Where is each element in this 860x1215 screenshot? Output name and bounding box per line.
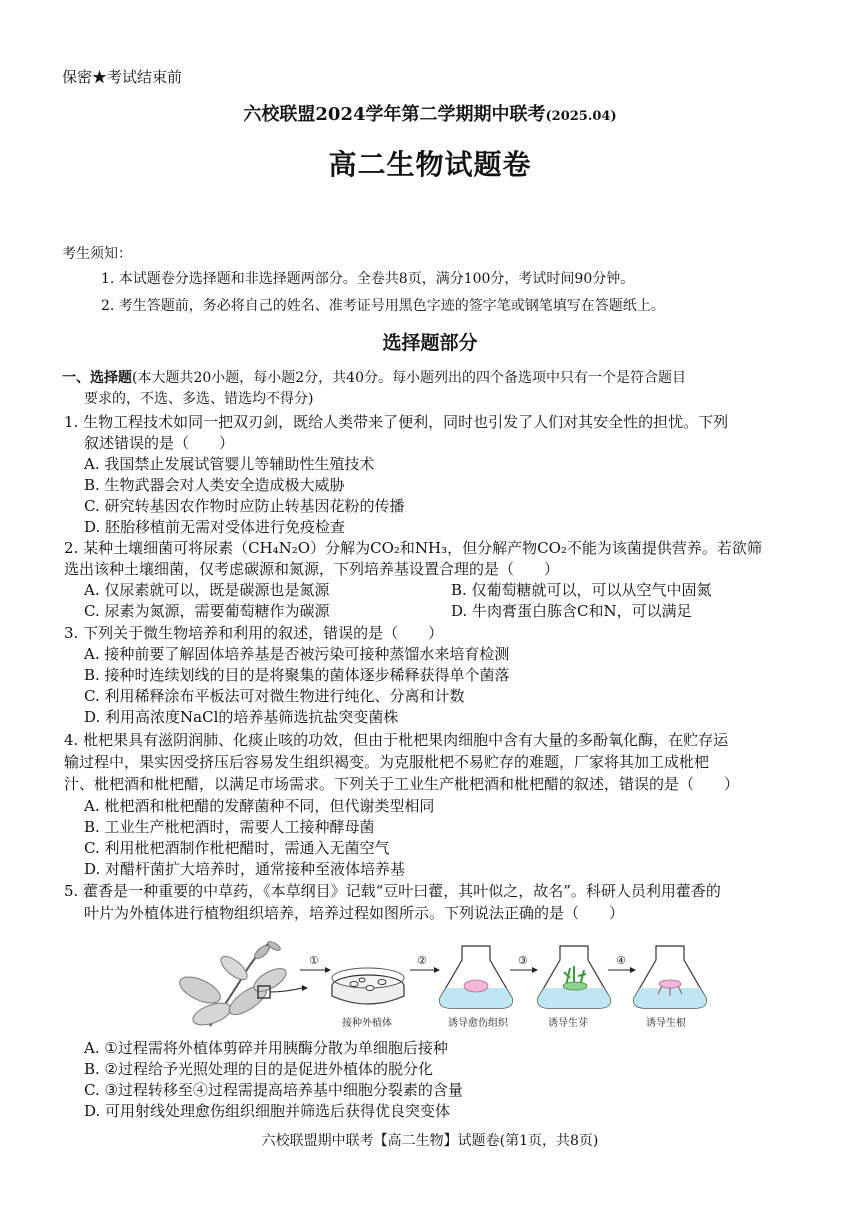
question-2-option-b: B. 仅葡萄糖就可以，可以从空气中固氮 — [451, 581, 712, 599]
figure-label-root: 诱导生根 — [646, 1018, 686, 1029]
confidential-mark: 保密★考试结束前 — [62, 68, 183, 86]
step-label-4: ④ — [616, 954, 626, 967]
exam-title-text: 六校联盟2024学年第二学期期中联考 — [243, 104, 546, 125]
subject-title: 高二生物试题卷 — [328, 148, 532, 181]
step-label-1: ① — [309, 954, 319, 967]
figure-label-shoot: 诱导生芽 — [548, 1018, 588, 1029]
exam-title — [0, 100, 860, 126]
question-1-stem-cont: 叙述错误的是（ ） — [84, 434, 235, 452]
question-5-stem: 5. 藿香是一种重要的中草药，《本草纲目》记载“豆叶曰藿，其叶似之，故名”。科研人员利用藿香的 — [64, 882, 721, 900]
question-2-option-c: C. 尿素为氮源，需要葡萄糖作为碳源 — [84, 602, 330, 620]
question-3-stem: 3. 下列关于微生物培养和利用的叙述，错误的是（ ） — [64, 624, 444, 642]
question-3-option-a: A. 接种前要了解固体培养基是否被污染可接种蒸馏水来培育检测 — [84, 645, 510, 663]
question-4-stem-cont: 汁、枇杷酒和枇杷醋，以满足市场需求。下列关于工业生产枇杷酒和枇杷醋的叙述，错误的是（ ） — [64, 775, 740, 793]
flask-root — [634, 946, 707, 1008]
flask-shoot — [538, 946, 611, 1008]
question-1-option-c: C. 研究转基因农作物时应防止转基因花粉的传播 — [84, 497, 405, 515]
question-3-option-d: D. 利用高浓度NaCl的培养基筛选抗盐突变菌株 — [84, 708, 399, 726]
part-instruction — [62, 368, 802, 389]
question-4-option-c: C. 利用枇杷酒制作枇杷醋时，需通入无菌空气 — [84, 839, 390, 857]
part-description-cont: 要求的，不选、多选、错选均不得分) — [84, 391, 314, 407]
question-5-option-c: C. ③过程转移至④过程需提高培养基中细胞分裂素的含量 — [84, 1081, 463, 1099]
question-5-option-d: D. 可用射线处理愈伤组织细胞并筛选后获得优良突变体 — [84, 1102, 451, 1120]
exam-date: (2025.04) — [545, 109, 617, 124]
step-label-3: ③ — [518, 954, 528, 967]
notice-item: 1. 本试题卷分选择题和非选择题两部分。全卷共8页，满分100分，考试时间90分钟。 — [101, 271, 635, 287]
question-1-option-a: A. 我国禁止发展试管婴儿等辅助性生殖技术 — [84, 455, 375, 473]
question-2-stem-cont: 选出该种土壤细菌，仅考虑碳源和氮源，下列培养基设置合理的是（ ） — [64, 560, 560, 578]
figure-label-callus: 诱导愈伤组织 — [448, 1018, 508, 1029]
part-description: (本大题共20小题，每小题2分，共40分。每小题列出的四个备选项中只有一个是符合题目 — [132, 370, 686, 386]
question-4-option-d: D. 对醋杆菌扩大培养时，通常接种至液体培养基 — [84, 860, 406, 878]
question-1-option-d: D. 胚胎移植前无需对受体进行免疫检查 — [84, 518, 346, 536]
question-4-stem: 4. 枇杷果具有滋阴润肺、化痰止咳的功效，但由于枇杷果肉细胞中含有大量的多酚氧化酶，在贮存运 — [64, 731, 729, 749]
question-1-stem: 1. 生物工程技术如同一把双刃剑，既给人类带来了便利，同时也引发了人们对其安全性的担忧。下列 — [64, 413, 729, 431]
notice-item: 2. 考生答题前，务必将自己的姓名、准考证号用黑色字迹的签字笔或钢笔填写在答题纸上。 — [101, 298, 665, 314]
question-2-stem: 2. 某种土壤细菌可将尿素（CH₄N₂O）分解为CO₂和NH₃，但分解产物CO₂不能为该菌提供营养。若欲筛 — [64, 539, 762, 557]
question-2-option-d: D. 牛肉膏蛋白胨含C和N，可以满足 — [451, 602, 692, 620]
notice-heading: 考生须知： — [62, 246, 132, 262]
question-5-option-a: A. ①过程需将外植体剪碎并用胰酶分散为单细胞后接种 — [84, 1039, 448, 1057]
tissue-culture-diagram — [170, 938, 710, 1033]
question-1-option-b: B. 生物武器会对人类安全造成极大威胁 — [84, 476, 345, 494]
section-title: 选择题部分 — [382, 332, 478, 354]
plant-branch — [176, 940, 308, 1029]
question-5-stem-cont: 叶片为外植体进行植物组织培养，培养过程如图所示。下列说法正确的是（ ） — [84, 904, 625, 922]
question-4-option-a: A. 枇杷酒和枇杷醋的发酵菌种不同，但代谢类型相同 — [84, 797, 435, 815]
question-4-option-b: B. 工业生产枇杷酒时，需要人工接种酵母菌 — [84, 818, 375, 836]
step-label-2: ② — [417, 954, 427, 967]
part-label: 一、选择题 — [62, 370, 132, 386]
figure-label-inoculate: 接种外植体 — [342, 1018, 392, 1029]
question-3-option-c: C. 利用稀释涂布平板法可对微生物进行纯化、分离和计数 — [84, 687, 465, 705]
page-footer: 六校联盟期中联考【高二生物】试题卷(第1页，共8页) — [261, 1133, 599, 1149]
question-2-option-a: A. 仅尿素就可以，既是碳源也是氮源 — [84, 581, 330, 599]
question-5-option-b: B. ②过程给予光照处理的目的是促进外植体的脱分化 — [84, 1060, 434, 1078]
flask-callus — [440, 946, 513, 1008]
petri-dish — [332, 968, 404, 1004]
question-4-stem-cont: 输过程中，果实因受挤压后容易发生组织褐变。为克服枇杷不易贮存的难题，厂家将其加工成枇杷 — [64, 753, 710, 771]
question-3-option-b: B. 接种时连续划线的目的是将聚集的菌体逐步稀释获得单个菌落 — [84, 666, 510, 684]
